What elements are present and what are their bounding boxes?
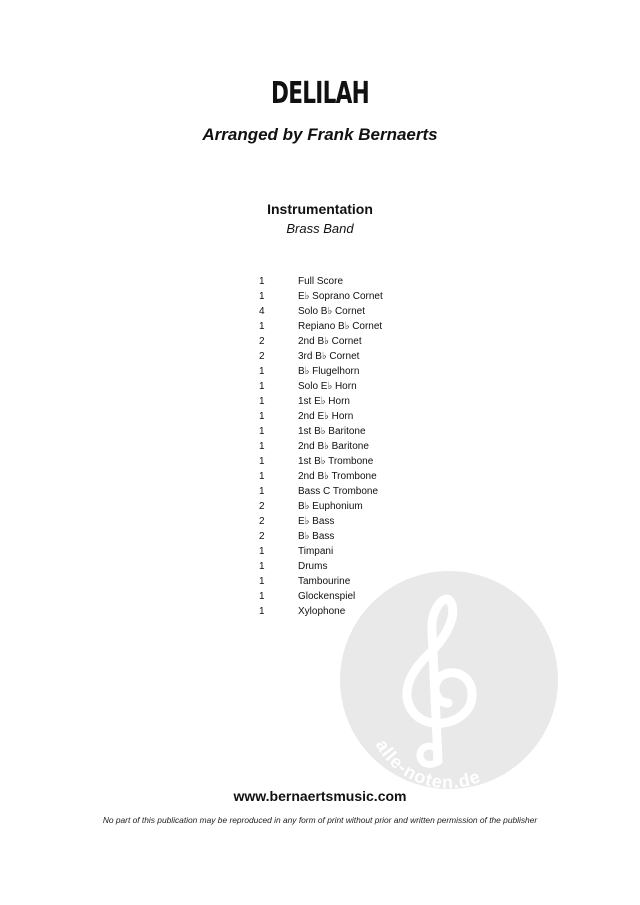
ensemble-type: Brass Band: [286, 221, 354, 236]
part-name: B♭ Bass: [298, 531, 335, 542]
part-quantity: 2: [259, 501, 265, 512]
part-quantity: 1: [259, 546, 265, 557]
part-name: Xylophone: [298, 606, 346, 617]
instrumentation-heading: Instrumentation: [267, 201, 373, 217]
part-row: [259, 409, 383, 424]
part-name: 3rd B♭ Cornet: [298, 351, 360, 362]
part-quantity: 2: [259, 516, 265, 527]
part-row: [259, 454, 383, 469]
part-quantity: 1: [259, 561, 265, 572]
part-name: 1st B♭ Baritone: [298, 426, 366, 437]
part-name: Solo E♭ Horn: [298, 381, 357, 392]
arranger-credit: Arranged by Frank Bernaerts: [202, 125, 438, 144]
part-quantity: 1: [259, 366, 265, 377]
website-url: www.bernaertsmusic.com: [233, 788, 407, 804]
part-name: 1st E♭ Horn: [298, 396, 350, 407]
part-name: Solo B♭ Cornet: [298, 306, 365, 317]
watermark-text: alle-noten.de: [371, 735, 484, 789]
part-row: [259, 334, 383, 349]
part-row: [259, 499, 383, 514]
part-quantity: 1: [259, 486, 265, 497]
watermark: [340, 571, 558, 789]
treble-clef-icon: [340, 571, 558, 789]
part-quantity: 1: [259, 426, 265, 437]
part-row: [259, 319, 383, 334]
copyright-notice: No part of this publication may be reproduced in any form of print without prior and written permission of the publisher: [102, 815, 538, 825]
part-quantity: 1: [259, 276, 265, 287]
part-row: [259, 364, 383, 379]
part-quantity: 1: [259, 291, 265, 302]
part-name: Timpani: [298, 546, 334, 557]
part-quantity: 4: [259, 306, 265, 317]
part-quantity: 1: [259, 471, 265, 482]
part-row: [259, 289, 383, 304]
part-name: 2nd B♭ Cornet: [298, 336, 362, 347]
part-name: E♭ Bass: [298, 516, 335, 527]
part-quantity: 1: [259, 441, 265, 452]
part-row: [259, 379, 383, 394]
part-name: B♭ Euphonium: [298, 501, 363, 512]
part-quantity: 1: [259, 576, 265, 587]
part-row: [259, 439, 383, 454]
part-row: [259, 469, 383, 484]
part-row: [259, 484, 383, 499]
part-name: Repiano B♭ Cornet: [298, 321, 383, 332]
score-title: DELILAH: [270, 76, 370, 111]
part-name: Drums: [298, 561, 328, 572]
part-row: [259, 544, 383, 559]
part-quantity: 1: [259, 321, 265, 332]
part-quantity: 1: [259, 411, 265, 422]
part-quantity: 2: [259, 351, 265, 362]
part-name: Glockenspiel: [298, 591, 356, 602]
part-row: [259, 274, 383, 289]
part-quantity: 1: [259, 456, 265, 467]
part-name: 1st B♭ Trombone: [298, 456, 374, 467]
part-name: 2nd E♭ Horn: [298, 411, 354, 422]
part-name: 2nd B♭ Baritone: [298, 441, 369, 452]
part-row: [259, 529, 383, 544]
parts-list: [259, 274, 383, 619]
part-quantity: 2: [259, 336, 265, 347]
part-row: [259, 349, 383, 364]
part-quantity: 1: [259, 396, 265, 407]
part-quantity: 1: [259, 591, 265, 602]
part-quantity: 1: [259, 381, 265, 392]
part-row: [259, 424, 383, 439]
part-name: B♭ Flugelhorn: [298, 366, 360, 377]
part-name: E♭ Soprano Cornet: [298, 291, 383, 302]
part-quantity: 2: [259, 531, 265, 542]
part-row: [259, 394, 383, 409]
part-name: Full Score: [298, 276, 344, 287]
part-name: Tambourine: [298, 576, 351, 587]
part-name: Bass C Trombone: [298, 486, 379, 497]
part-name: 2nd B♭ Trombone: [298, 471, 377, 482]
part-row: [259, 304, 383, 319]
part-row: [259, 514, 383, 529]
part-quantity: 1: [259, 606, 265, 617]
